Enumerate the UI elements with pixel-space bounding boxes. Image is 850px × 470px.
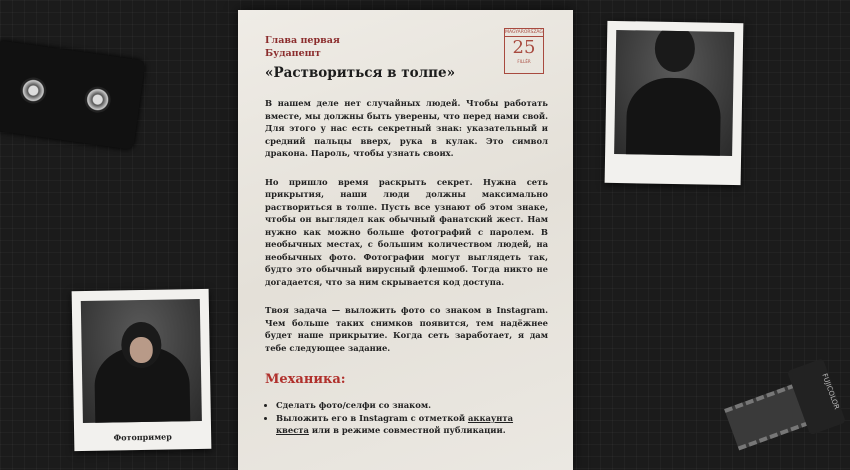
paragraph: Но пришло время раскрыть секрет. Нужна сеть прикрытия, наши люди должны максимально раствориться в толпе. Пусть все узнают об этом знаке, чтобы он выглядел как обычный фанатский жест. Нам нужно как можно больше фотографий с паролем. В необычных местах, с большим количеством людей, на необычных фото. Фотографии могут выглядеть так, будто это обычный вирусный флешмоб. Тогда никто не догадается, что за ним скрывается код доступа.: [265, 176, 548, 287]
mechanics-list: [265, 399, 548, 437]
list-item: • Сделать фото/селфи со знаком.: [276, 399, 548, 412]
photo-image: [81, 299, 202, 423]
letter-paper: [238, 10, 573, 470]
tape-reel-icon: [19, 76, 48, 105]
city-label: Будапешт: [265, 48, 321, 59]
list-text: или в режиме совместной публикации.: [308, 425, 506, 435]
stamp-unit: FILLÉR: [517, 59, 531, 64]
paragraph: Твоя задача — выложить фото со знаком в Instagram. Чем больше таких снимков появится, тем надёжнее будет наше прикрытие. Когда сеть заработает, я дам тебе следующее задание.: [265, 305, 548, 353]
film-can-label: FUJICOLOR: [787, 358, 846, 435]
polaroid-photo-top: [605, 21, 744, 185]
stamp-value: 25: [512, 37, 536, 58]
tape-reel-icon: [83, 85, 112, 114]
paragraph: В нашем деле нет случайных людей. Чтобы работать вместе, мы должны быть уверены, что перед нами свой. Для этого у нас есть секретный знак: указательный и средний пальцы вверх, рука в кулак. Это символ дракона. Пароль, чтобы узнать своих.: [265, 98, 548, 158]
list-item: [276, 412, 548, 437]
polaroid-photo-example: [72, 289, 212, 451]
stamp-country: MAGYARORSZÁG: [505, 30, 543, 35]
photo-image: [614, 30, 734, 156]
chapter-label: Глава первая: [265, 35, 340, 46]
quest-account-link[interactable]: аккаунта квеста: [276, 412, 514, 435]
list-text: Выложить его в Instagram с отметкой: [276, 412, 468, 423]
mechanics-heading: Механика:: [265, 372, 346, 387]
cassette-tape-decoration: [0, 40, 146, 150]
page-title: «Раствориться в толпе»: [265, 65, 456, 81]
photo-caption: Фотопример: [113, 431, 172, 443]
film-roll-decoration: [719, 358, 846, 461]
